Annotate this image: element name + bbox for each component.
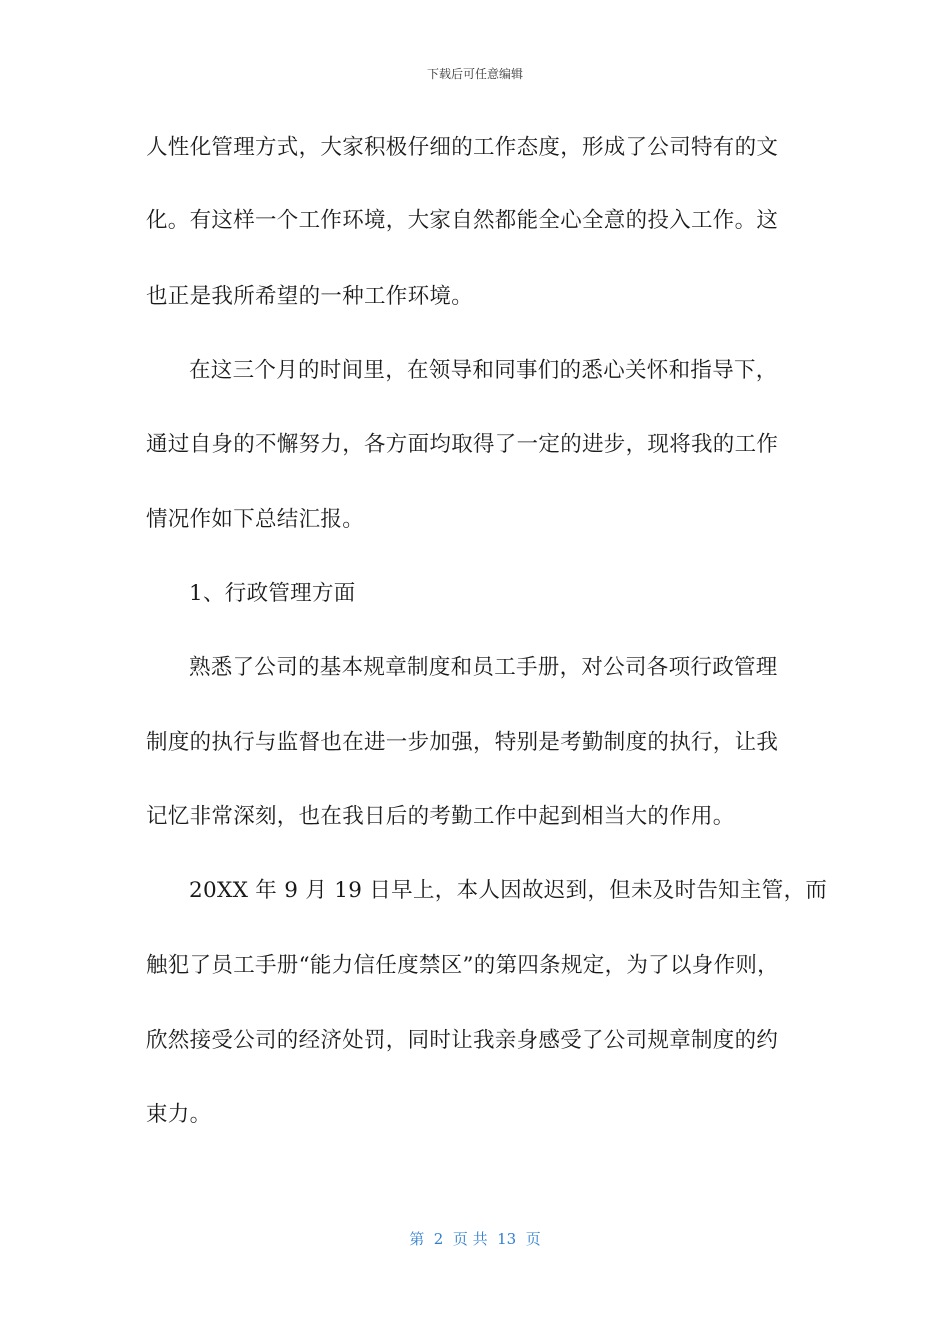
- section-heading: 1、行政管理方面: [189, 581, 356, 606]
- body-line: 情况作如下总结汇报。: [146, 507, 365, 532]
- body-line: 制度的执行与监督也在进一步加强，特别是考勤制度的执行，让我: [146, 730, 779, 755]
- body-line: 通过自身的不懈努力，各方面均取得了一定的进步，现将我的工作: [146, 432, 779, 457]
- body-line: 束力。: [146, 1102, 212, 1127]
- body-line-paragraph-start: 在这三个月的时间里，在领导和同事们的悉心关怀和指导下，: [189, 358, 778, 383]
- page-header-note: 下载后可任意编辑: [426, 67, 523, 81]
- body-line: 欣然接受公司的经济处罚，同时让我亲身感受了公司规章制度的约: [146, 1028, 779, 1053]
- body-line: 也正是我所希望的一种工作环境。: [146, 284, 474, 309]
- body-line: 记忆非常深刻，也在我日后的考勤工作中起到相当大的作用。: [146, 804, 735, 829]
- body-line-paragraph-start: 20XX 年 9 月 19 日早上，本人因故迟到，但未及时告知主管，而: [189, 878, 828, 903]
- body-line-paragraph-start: 熟悉了公司的基本规章制度和员工手册，对公司各项行政管理: [189, 655, 778, 680]
- body-line: 人性化管理方式，大家积极仔细的工作态度，形成了公司特有的文: [146, 135, 779, 160]
- page-number-footer: 第 2 页 共 13 页: [409, 1230, 541, 1248]
- body-line: 化。有这样一个工作环境，大家自然都能全心全意的投入工作。这: [146, 208, 779, 233]
- body-line: 触犯了员工手册“能力信任度禁区”的第四条规定，为了以身作则，: [146, 953, 779, 978]
